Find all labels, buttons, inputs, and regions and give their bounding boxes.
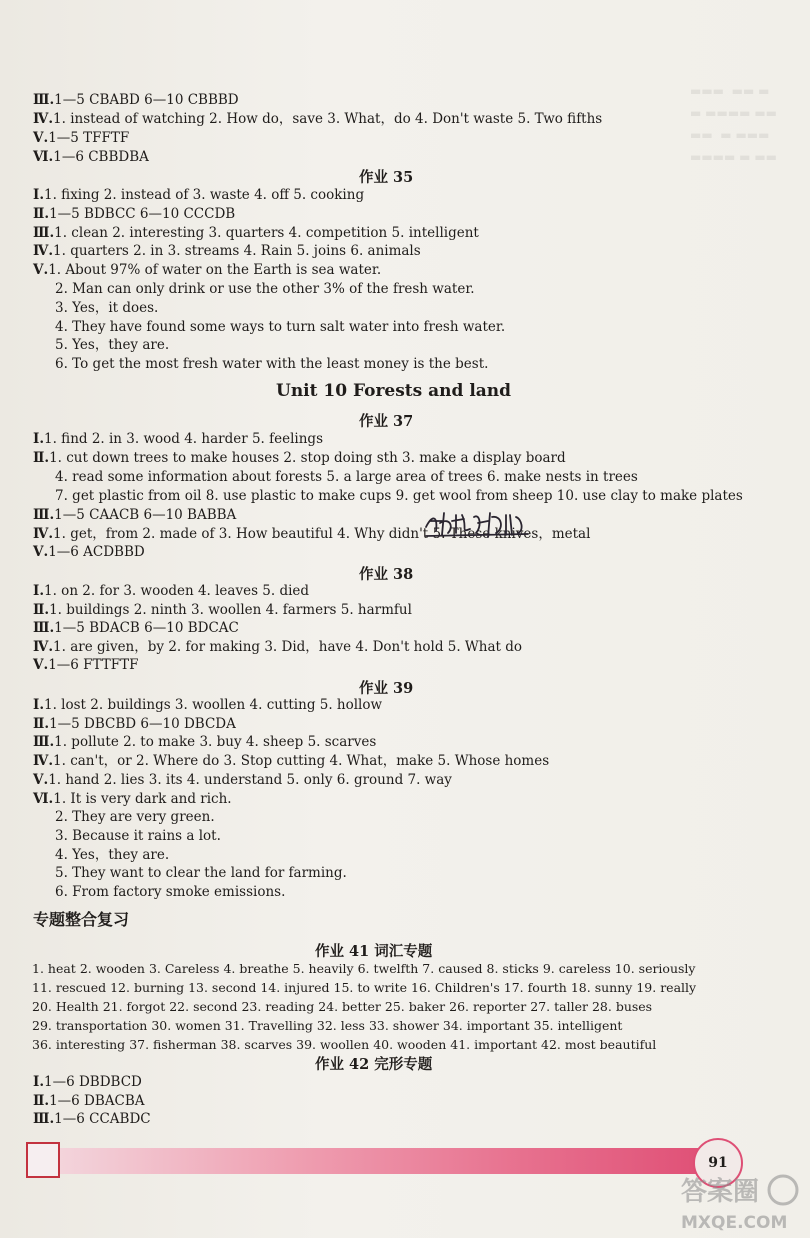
answer-text: 4. They have found some ways to turn salt water into fresh water.: [55, 318, 506, 335]
vocab-cell: 6. twelfth: [357, 961, 419, 976]
answer-text: 1. find 2. in 3. wood 4. harder 5. feelings: [44, 431, 324, 447]
vocab-row: [32, 979, 700, 996]
vocab-cell: 26. reporter: [449, 999, 527, 1014]
answer-text: 1. buildings 2. ninth 3. woollen 4. farmers 5. harmful: [49, 601, 412, 618]
vocab-cell: 13. second: [188, 980, 257, 995]
answer-text: 3. Because it rains a lot.: [55, 827, 221, 844]
vocab-cell: 27. taller: [530, 999, 588, 1014]
vocab-cell: 23. reading: [241, 999, 315, 1014]
vocab-cell: 5. heavily: [292, 961, 354, 976]
vocab-cell: 40. wooden: [373, 1037, 447, 1052]
watermark-text: MXQE.COM: [681, 1213, 788, 1233]
vocab-cell: 7. caused: [422, 961, 483, 976]
answer-line: [55, 299, 158, 317]
answer-line: [55, 864, 347, 882]
vocab-cell: 4. breathe: [223, 961, 289, 976]
answer-text: 1—6 DBACBA: [49, 1092, 145, 1109]
answer-text: 5. They want to clear the land for farming.: [55, 865, 347, 882]
answer-text: 1—6 ACDBBD: [48, 544, 145, 561]
answer-line: [33, 1110, 151, 1128]
vocab-cell: 41. important: [450, 1037, 538, 1052]
roman-numeral: Ⅴ.: [33, 544, 49, 561]
answer-text: 1—6 CBBDBA: [53, 149, 149, 165]
roman-numeral: Ⅳ.: [33, 638, 54, 655]
answer-text: 1. About 97% of water on the Earth is sea water.: [48, 262, 382, 279]
roman-numeral: Ⅴ.: [33, 657, 49, 673]
vocab-cell: 14. injured: [260, 980, 330, 995]
answer-line: [33, 752, 549, 770]
roman-numeral: Ⅲ.: [33, 734, 55, 751]
answer-line: [33, 582, 309, 600]
vocab-cell: 30. women: [151, 1018, 221, 1033]
answer-text: 1. get，from 2. made of 3. How beautiful 4. Why didn't 5. These knives，metal: [53, 525, 591, 542]
vocab-cell: 38. scarves: [220, 1037, 293, 1052]
vocab-cell: 28. buses: [591, 999, 653, 1014]
answer-line: [33, 1073, 142, 1091]
hw39-title: 作业 39: [359, 680, 414, 697]
roman-numeral: Ⅰ.: [33, 1074, 45, 1090]
answer-text: 1. cut down trees to make houses 2. stop doing sth 3. make a display board: [49, 449, 566, 466]
answer-line: [33, 224, 479, 242]
vocab-cell: 32. less: [316, 1018, 365, 1033]
vocab-cell: 16. Children's: [411, 980, 500, 995]
vocab-cell: 18. sunny: [570, 980, 633, 995]
roman-numeral: Ⅳ.: [33, 753, 54, 770]
roman-numeral: Ⅴ.: [33, 130, 49, 146]
answer-line: [55, 336, 169, 354]
footer-corner-box: [26, 1142, 60, 1178]
roman-numeral: Ⅳ.: [33, 525, 54, 542]
answer-text: 1. hand 2. lies 3. its 4. understand 5. only 6. ground 7. way: [48, 771, 452, 788]
roman-numeral: Ⅵ.: [33, 149, 54, 165]
answer-line: [33, 790, 232, 808]
answer-line: [55, 468, 638, 486]
handwriting-scribble: [422, 507, 532, 541]
hw37-title: 作业 37: [359, 413, 414, 430]
answer-line: [33, 619, 239, 637]
watermark-cn: 答案圈: [681, 1177, 760, 1207]
vocab-cell: 2. wooden: [79, 961, 145, 976]
answer-line: [55, 846, 169, 864]
answer-text: 7. get plastic from oil 8. use plastic to make cups 9. get wool from sheep 10. use clay to make plates: [55, 487, 743, 504]
footer-bar: [55, 1148, 725, 1174]
answer-line: [55, 883, 285, 901]
answer-text: 1. lost 2. buildings 3. woollen 4. cutting 5. hollow: [44, 697, 383, 713]
vocab-cell: 24. better: [318, 999, 381, 1014]
vocab-cell: 31. Travelling: [224, 1018, 313, 1033]
vocab-row: [32, 960, 700, 977]
vocab-cell: 11. rescued: [32, 980, 107, 995]
bleed-through: ▬▬▬ ▬▬ ▬ ▬ ▬▬▬▬ ▬▬ ▬▬ ▬ ▬▬▬ ▬▬▬▬ ▬ ▬▬: [690, 84, 777, 164]
vocab-cell: 42. most beautiful: [541, 1037, 657, 1052]
answer-line: [33, 205, 235, 223]
answer-line: [33, 186, 364, 204]
vocab-cell: 25. baker: [384, 999, 446, 1014]
hw38-title: 作业 38: [359, 566, 414, 583]
answer-text: 1. can't，or 2. Where do 3. Stop cutting 4. What，make 5. Whose homes: [53, 753, 550, 770]
answer-text: 1—5 TFFTF: [48, 130, 130, 146]
vocab-cell: 39. woollen: [296, 1037, 370, 1052]
roman-numeral: Ⅱ.: [33, 205, 50, 222]
vocab-cell: 10. seriously: [614, 961, 696, 976]
roman-numeral: Ⅱ.: [33, 1092, 50, 1109]
vocab-row: [32, 1017, 626, 1034]
answer-text: 1—5 DBCBD 6—10 DBCDA: [49, 715, 236, 732]
roman-numeral: Ⅳ.: [33, 111, 54, 127]
answer-line: [33, 242, 421, 260]
answer-line: [55, 487, 743, 505]
answer-text: 1. clean 2. interesting 3. quarters 4. competition 5. intelligent: [54, 224, 479, 241]
answer-text: 1—6 DBDBCD: [44, 1074, 142, 1090]
vocab-row: [32, 998, 656, 1015]
roman-numeral: Ⅳ.: [33, 243, 54, 260]
vocab-cell: 20. Health: [32, 999, 99, 1014]
answer-text: 1. It is very dark and rich.: [53, 790, 232, 807]
answer-text: 1—6 FTTFTF: [48, 657, 139, 673]
vocab-cell: 33. shower: [368, 1018, 439, 1033]
roman-numeral: Ⅴ.: [33, 771, 49, 788]
answer-line: [55, 280, 475, 298]
answer-text: 2. They are very green.: [55, 809, 215, 826]
vocab-cell: 17. fourth: [503, 980, 567, 995]
answer-line: [33, 449, 566, 467]
answer-text: 6. From factory smoke emissions.: [55, 884, 286, 900]
answer-line: [33, 91, 239, 109]
answer-line: [33, 656, 139, 674]
answer-line: [33, 771, 452, 789]
answer-text: 2. Man can only drink or use the other 3% of the fresh water.: [55, 281, 475, 297]
answer-text: 1. fixing 2. instead of 3. waste 4. off 5. cooking: [44, 187, 365, 203]
answer-text: 1. instead of watching 2. How do，save 3. What，do 4. Don't waste 5. Two fifths: [53, 111, 603, 127]
roman-numeral: Ⅰ.: [33, 697, 45, 713]
roman-numeral: Ⅴ.: [33, 262, 49, 279]
roman-numeral: Ⅱ.: [33, 715, 50, 732]
answer-text: 1. are given，by 2. for making 3. Did，have 4. Don't hold 5. What do: [53, 638, 523, 655]
vocab-cell: 35. intelligent: [533, 1018, 623, 1033]
answer-text: 3. Yes，it does.: [55, 299, 159, 316]
roman-numeral: Ⅰ.: [33, 431, 45, 447]
answer-line: [33, 261, 381, 279]
vocab-cell: 9. careless: [542, 961, 611, 976]
answer-text: 1. on 2. for 3. wooden 4. leaves 5. died: [44, 583, 310, 599]
answer-text: 4. read some information about forests 5. a large area of trees 6. make nests in trees: [55, 468, 638, 485]
vocab-cell: 34. important: [442, 1018, 530, 1033]
answer-text: 1. quarters 2. in 3. streams 4. Rain 5. joins 6. animals: [53, 243, 421, 260]
vocab-cell: 19. really: [636, 980, 697, 995]
answer-line: [33, 733, 376, 751]
vocab-cell: 15. to write: [333, 980, 407, 995]
answer-line: [33, 601, 412, 619]
roman-numeral: Ⅱ.: [33, 601, 50, 618]
answer-text: 1—5 CAACB 6—10 BABBA: [54, 506, 237, 523]
roman-numeral: Ⅲ.: [33, 1111, 55, 1127]
roman-numeral: Ⅲ.: [33, 620, 55, 636]
watermark-logo: [675, 1170, 805, 1238]
answer-line: [33, 129, 129, 147]
section-title: 专题整合复习: [33, 910, 130, 929]
answer-text: 1—5 CBABD 6—10 CBBBD: [54, 92, 239, 108]
answer-text: 6. To get the most fresh water with the least money is the best.: [55, 356, 489, 373]
answer-line: [33, 543, 145, 561]
answer-line: [33, 1092, 145, 1110]
hw41-title: 作业 41 词汇专题: [315, 943, 433, 960]
roman-numeral: Ⅰ.: [33, 583, 45, 599]
roman-numeral: Ⅰ.: [33, 187, 45, 203]
vocab-row: [32, 1036, 660, 1053]
roman-numeral: Ⅲ.: [33, 224, 55, 241]
page-number: 91: [693, 1138, 743, 1188]
answer-line: [33, 148, 149, 166]
vocab-cell: 1. heat: [32, 961, 76, 976]
answer-line: [33, 638, 522, 656]
answer-text: 1. pollute 2. to make 3. buy 4. sheep 5. scarves: [54, 734, 377, 751]
unit-title: Unit 10 Forests and land: [276, 381, 512, 401]
answer-line: [33, 696, 382, 714]
answer-line: [33, 110, 602, 128]
answer-line: [33, 506, 236, 524]
answer-line: [33, 715, 236, 733]
answer-line: [55, 808, 215, 826]
vocab-cell: 21. forgot: [102, 999, 166, 1014]
vocab-cell: 22. second: [169, 999, 238, 1014]
roman-numeral: Ⅲ.: [33, 506, 55, 523]
hw42-title: 作业 42 完形专题: [315, 1056, 433, 1073]
roman-numeral: Ⅲ.: [33, 92, 55, 108]
answer-line: [55, 827, 221, 845]
answer-text: 5. Yes，they are.: [55, 337, 170, 354]
answer-text: 1—5 BDACB 6—10 BDCAC: [54, 620, 239, 636]
answer-text: 4. Yes，they are.: [55, 846, 170, 863]
answer-line: [55, 318, 505, 336]
vocab-cell: 37. fisherman: [129, 1037, 217, 1052]
roman-numeral: Ⅱ.: [33, 449, 50, 466]
hw35-title: 作业 35: [359, 169, 414, 186]
vocab-cell: 8. sticks: [486, 961, 539, 976]
answer-line: [55, 355, 488, 373]
vocab-cell: 3. Careless: [148, 961, 220, 976]
roman-numeral: Ⅵ.: [33, 790, 54, 807]
answer-text: 1—6 CCABDC: [54, 1111, 151, 1127]
answer-text: 1—5 BDBCC 6—10 CCCDB: [49, 205, 236, 222]
vocab-cell: 36. interesting: [32, 1037, 126, 1052]
answer-line: [33, 430, 323, 448]
vocab-cell: 12. burning: [110, 980, 185, 995]
vocab-cell: 29. transportation: [32, 1018, 148, 1033]
